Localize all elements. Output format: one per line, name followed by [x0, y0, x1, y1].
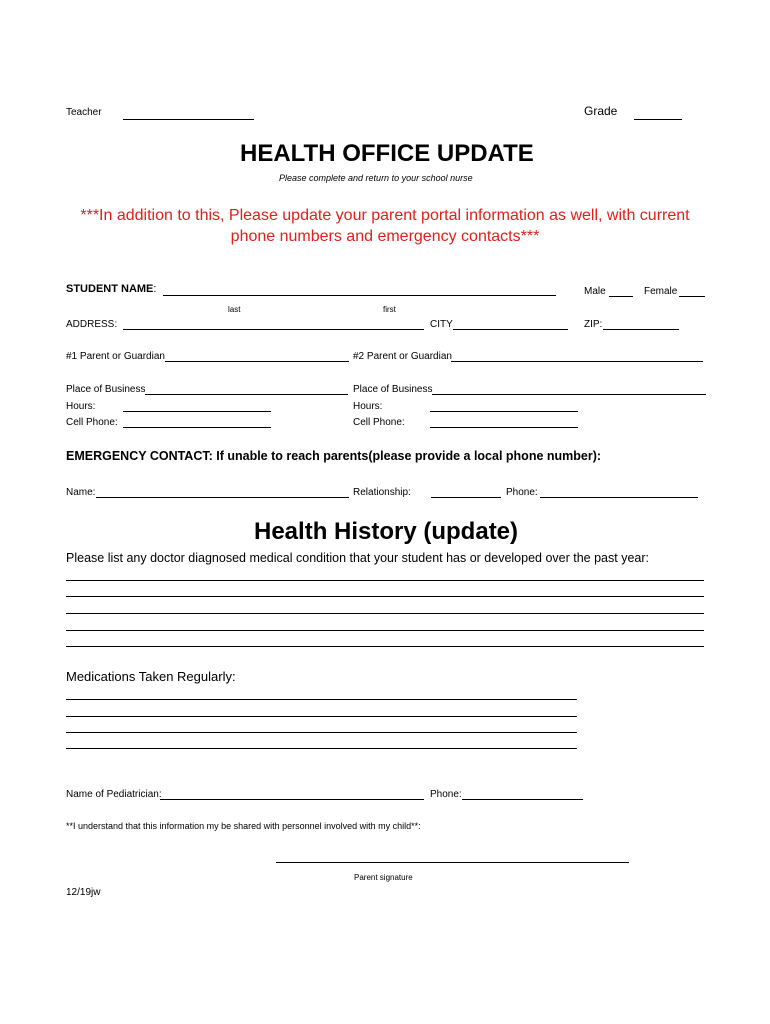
student-name-field[interactable]: [163, 295, 556, 296]
address-label: ADDRESS:: [66, 319, 118, 330]
grade-field[interactable]: [634, 119, 682, 120]
conditions-line[interactable]: [66, 596, 704, 597]
relationship-label: Relationship:: [353, 487, 411, 498]
signature-field[interactable]: [276, 862, 629, 863]
conditions-line[interactable]: [66, 580, 704, 581]
consent-statement: **I understand that this information my be shared with personnel involved with my child**:: [66, 821, 421, 831]
parent2-business-label: Place of Business: [353, 384, 433, 395]
zip-label: ZIP:: [584, 319, 603, 330]
zip-field[interactable]: [603, 329, 679, 330]
conditions-line[interactable]: [66, 613, 704, 614]
parent2-business-field[interactable]: [432, 394, 706, 395]
emergency-name-label: Name:: [66, 487, 96, 498]
parent1-business-field[interactable]: [145, 394, 348, 395]
emergency-phone-field[interactable]: [540, 497, 698, 498]
medications-line[interactable]: [66, 748, 577, 749]
parent1-cell-label: Cell Phone:: [66, 417, 118, 428]
parent2-hours-field[interactable]: [430, 411, 578, 412]
medications-line[interactable]: [66, 699, 577, 700]
parent2-label: #2 Parent or Guardian: [353, 351, 452, 362]
portal-notice: ***In addition to this, Please update your parent portal information as well, with current phone numbers and emergency contacts***: [80, 207, 690, 245]
conditions-prompt: Please list any doctor diagnosed medical condition that your student has or developed over the past year:: [66, 551, 649, 565]
parent1-field[interactable]: [165, 361, 349, 362]
parent1-hours-field[interactable]: [123, 411, 271, 412]
city-label: CITY: [430, 319, 453, 330]
male-label: Male: [584, 286, 606, 297]
female-label: Female: [644, 286, 678, 297]
first-name-hint: first: [383, 305, 396, 314]
medications-line[interactable]: [66, 716, 577, 717]
relationship-field[interactable]: [431, 497, 501, 498]
pediatrician-label: Name of Pediatrician:: [66, 789, 162, 800]
parent2-field[interactable]: [451, 361, 703, 362]
conditions-line[interactable]: [66, 630, 704, 631]
teacher-field[interactable]: [123, 119, 254, 120]
parent2-hours-label: Hours:: [353, 401, 383, 412]
page-title: HEALTH OFFICE UPDATE: [240, 140, 534, 167]
student-name-label: STUDENT NAME:: [66, 283, 157, 295]
parent2-cell-field[interactable]: [430, 427, 578, 428]
pediatrician-phone-label: Phone:: [430, 789, 462, 800]
emergency-phone-label: Phone:: [506, 487, 538, 498]
subtitle: Please complete and return to your school nurse: [279, 173, 473, 183]
parent1-cell-field[interactable]: [123, 427, 271, 428]
medications-label: Medications Taken Regularly:: [66, 669, 236, 684]
pediatrician-field[interactable]: [160, 799, 424, 800]
parent1-label: #1 Parent or Guardian: [66, 351, 165, 362]
pediatrician-phone-field[interactable]: [462, 799, 583, 800]
city-field[interactable]: [453, 329, 568, 330]
parent2-cell-label: Cell Phone:: [353, 417, 405, 428]
emergency-name-field[interactable]: [96, 497, 349, 498]
emergency-heading: EMERGENCY CONTACT: If unable to reach parents(please provide a local phone number):: [66, 449, 602, 463]
footer-code: 12/19jw: [66, 887, 101, 898]
health-history-title: Health History (update): [254, 518, 519, 545]
last-name-hint: last: [228, 305, 241, 314]
male-field[interactable]: [609, 296, 633, 297]
address-field[interactable]: [123, 329, 424, 330]
parent1-hours-label: Hours:: [66, 401, 96, 412]
teacher-label: Teacher: [66, 107, 102, 118]
parent1-business-label: Place of Business: [66, 384, 146, 395]
female-field[interactable]: [679, 296, 705, 297]
medications-line[interactable]: [66, 732, 577, 733]
signature-label: Parent signature: [354, 873, 413, 882]
grade-label: Grade: [584, 104, 618, 118]
conditions-line[interactable]: [66, 646, 704, 647]
